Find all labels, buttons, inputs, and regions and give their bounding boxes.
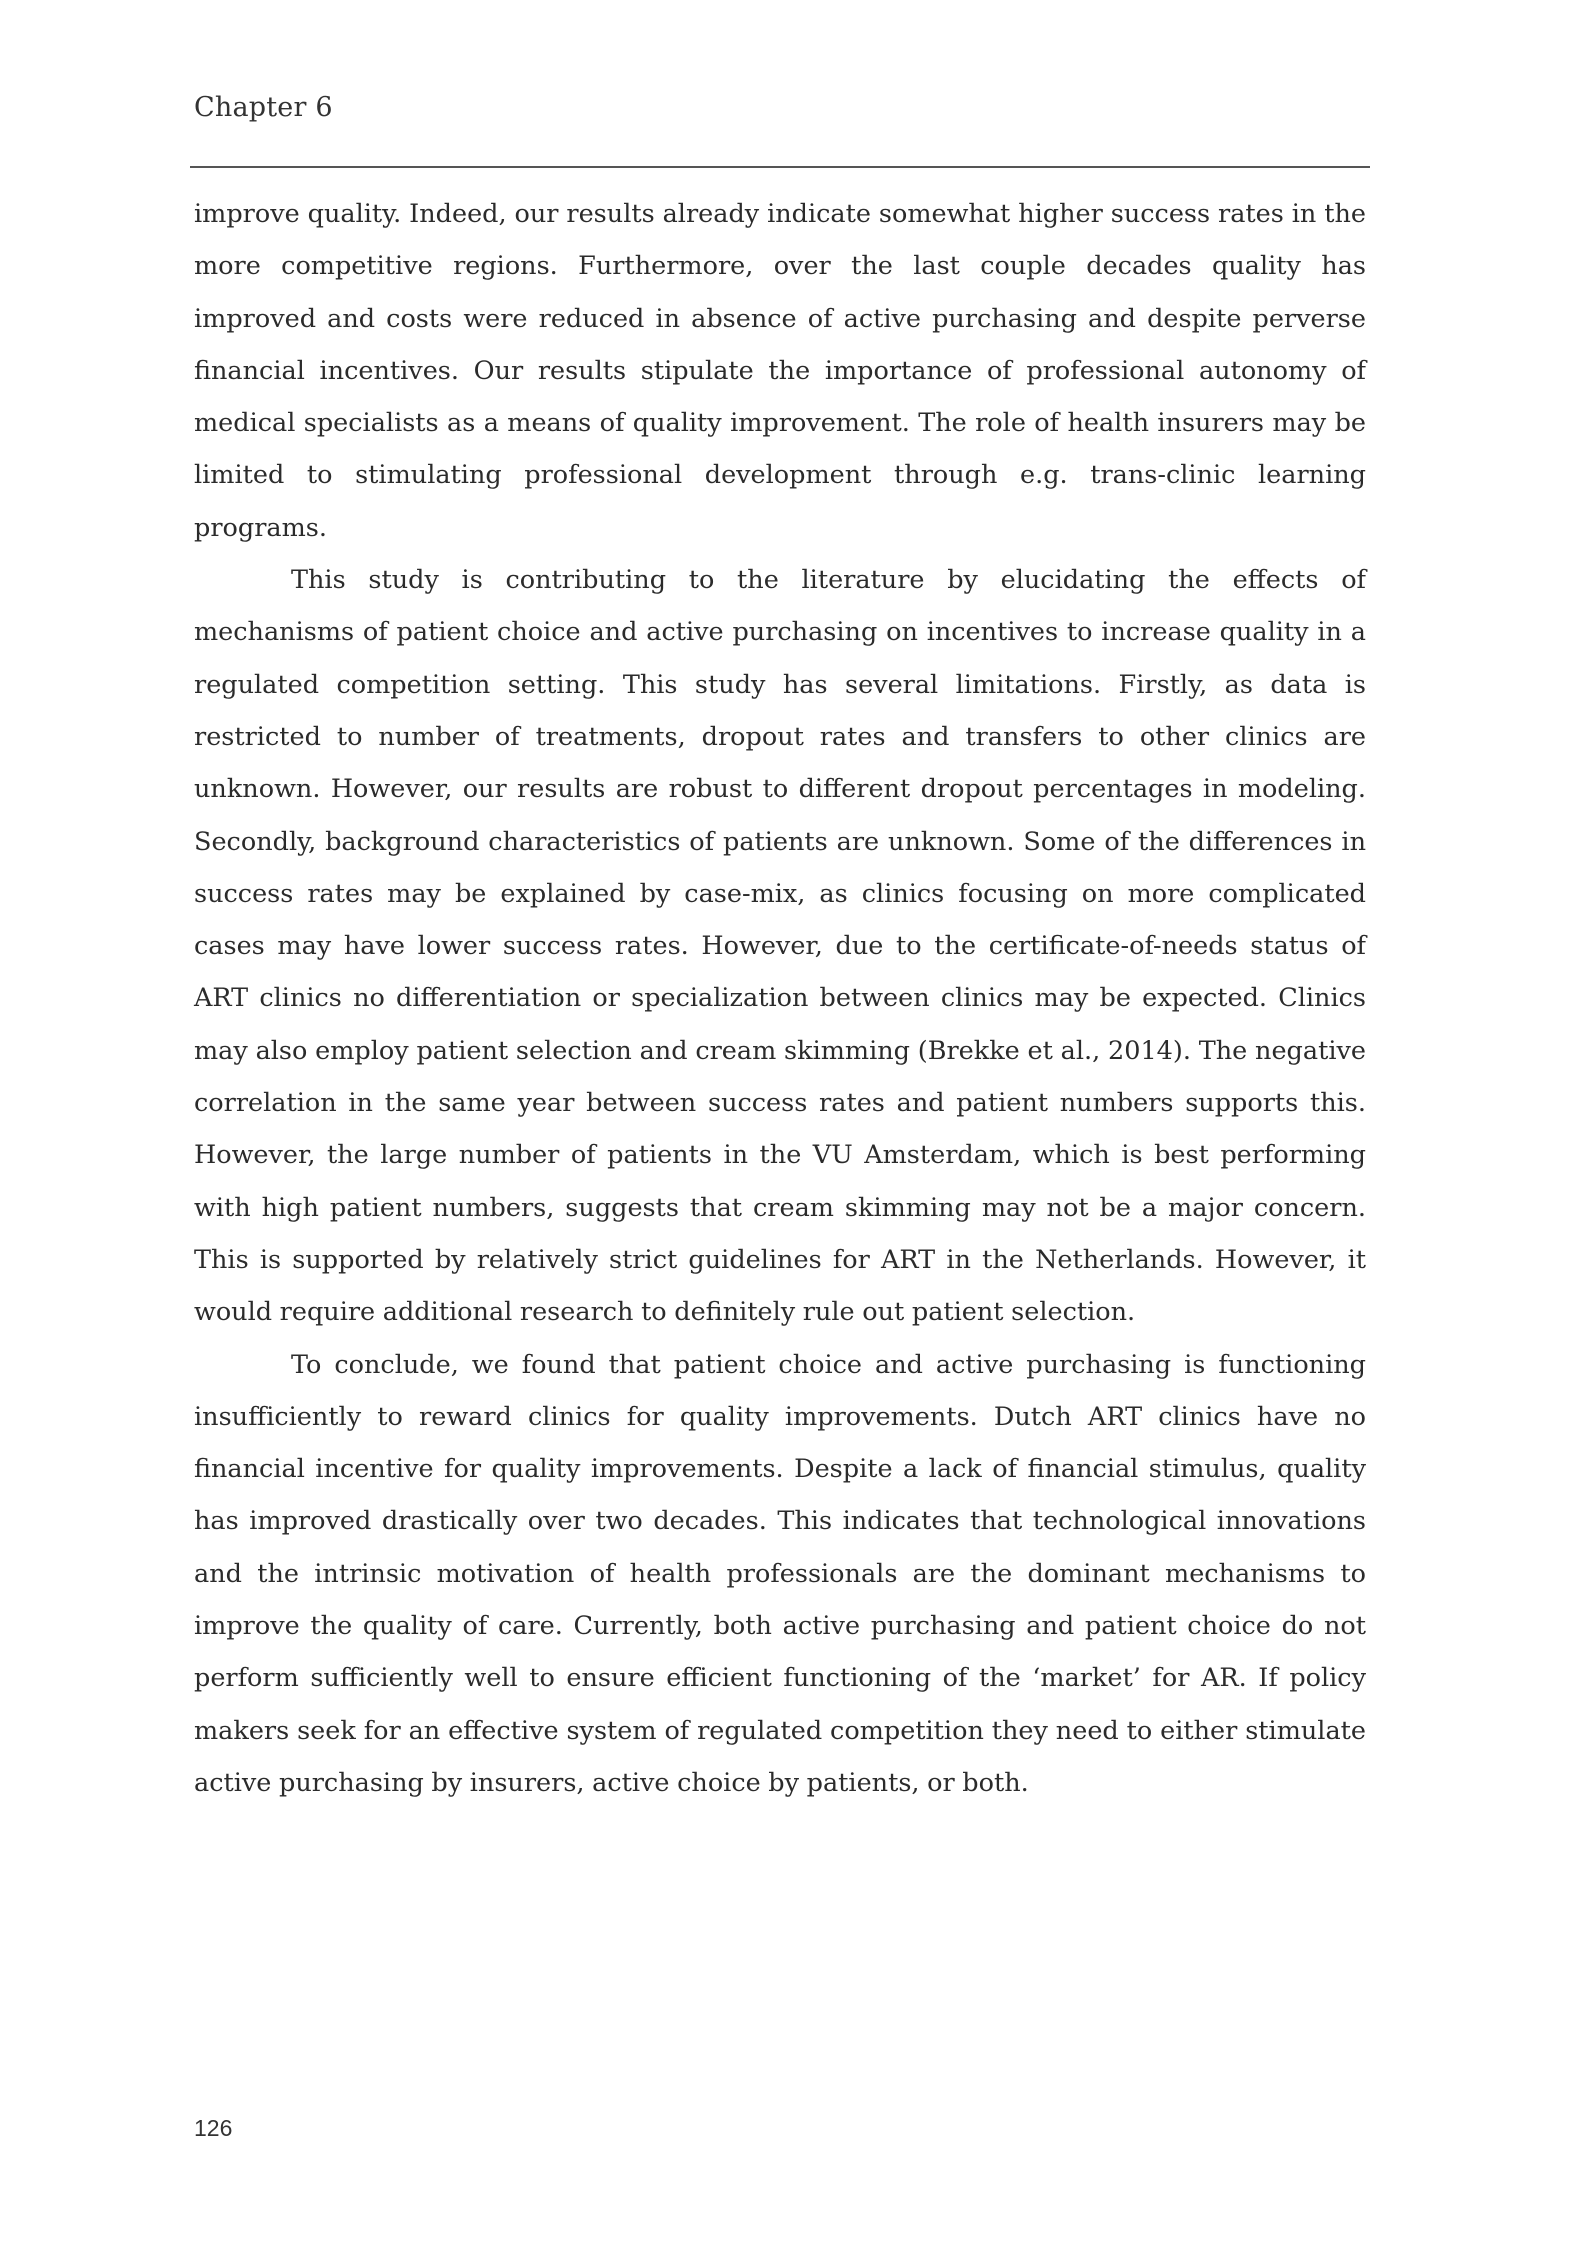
running-header-chapter: Chapter 6 <box>194 92 333 123</box>
paragraph-conclusion: To conclude, we found that patient choice and active purchasing is functioning insufficiently to reward clinics for quality improvements. Dutch ART clinics have no financial incentive for quality improvements. Despite a lack of financial stimulus, quality has improved drastically over two decades. This indicates that technological innovations and the intrinsic motivation of health professionals are the dominant mechanisms to improve the quality of care. Currently, both active purchasing and patient choice do not perform sufficiently well to ensure efficient functioning of the ‘market’ for AR. If policy makers seek for an effective system of regulated competition they need to either stimulate active purchasing by insurers, active choice by patients, or both. <box>194 1349 1366 1798</box>
header-divider <box>190 166 1370 168</box>
body-text <box>194 188 1366 1809</box>
paragraph-continuation: improve quality. Indeed, our results already indicate somewhat higher success rates in the more competitive regions. Furthermore, over the last couple decades quality has improved and costs were reduced in absence of active purchasing and despite perverse financial incentives. Our results stipulate the importance of professional autonomy of medical specialists as a means of quality improvement. The role of health insurers may be limited to stimulating professional development through e.g. trans-clinic learning programs. <box>194 199 1366 543</box>
paragraph-limitations: This study is contributing to the literature by elucidating the effects of mechanisms of patient choice and active purchasing on incentives to increase quality in a regulated competition setting. This study has several limitations. Firstly, as data is restricted to number of treatments, dropout rates and transfers to other clinics are unknown. However, our results are robust to different dropout percentages in modeling. Secondly, background characteristics of patients are unknown. Some of the differences in success rates may be explained by case-mix, as clinics focusing on more complicated cases may have lower success rates. However, due to the certificate-of-needs status of ART clinics no differentiation or specialization between clinics may be expected. Clinics may also employ patient selection and cream skimming (Brekke et al., 2014). The negative correlation in the same year between success rates and patient numbers supports this. However, the large number of patients in the VU Amsterdam, which is best performing with high patient numbers, suggests that cream skimming may not be a major concern. This is supported by relatively strict guidelines for ART in the Netherlands. However, it would require additional research to definitely rule out patient selection. <box>194 565 1366 1328</box>
page-number: 126 <box>194 2115 233 2141</box>
